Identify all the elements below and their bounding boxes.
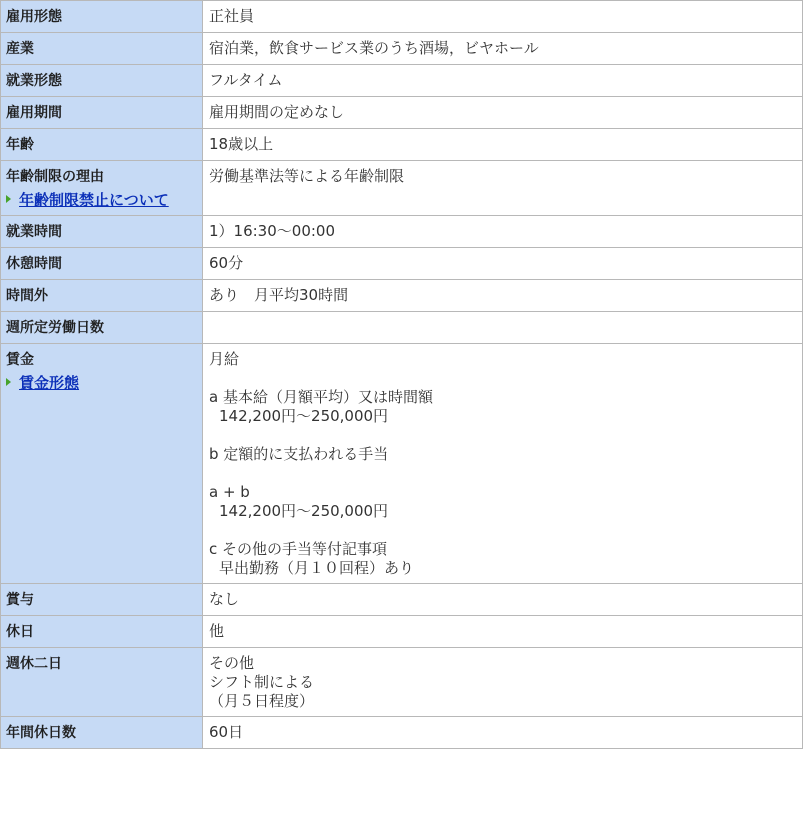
row-weekly-days xyxy=(1,312,803,344)
row-overtime xyxy=(1,280,803,312)
two-days-off-line: シフト制による xyxy=(209,673,315,691)
row-label: 雇用期間 xyxy=(1,97,203,129)
row-label-cell xyxy=(1,161,203,216)
two-days-off-line: その他 xyxy=(209,654,255,672)
row-working-hours xyxy=(1,216,803,248)
sum-amount: 142,200円〜250,000円 xyxy=(219,502,389,520)
row-value: 正社員 xyxy=(203,1,803,33)
row-label: 雇用形態 xyxy=(1,1,203,33)
triangle-bullet-icon xyxy=(6,378,11,386)
row-value: 60分 xyxy=(203,248,803,280)
row-work-style xyxy=(1,65,803,97)
row-label: 就業時間 xyxy=(1,216,203,248)
row-wage xyxy=(1,344,803,584)
row-break-time xyxy=(1,248,803,280)
row-value xyxy=(203,312,803,344)
row-value: 18歳以上 xyxy=(203,129,803,161)
row-value: なし xyxy=(203,584,803,616)
row-label: 就業形態 xyxy=(1,65,203,97)
base-pay-title: a 基本給（月額平均）又は時間額 xyxy=(209,388,433,406)
row-label: 週所定労働日数 xyxy=(1,312,203,344)
row-value: 宿泊業，飲食サービス業のうち酒場，ビヤホール xyxy=(203,33,803,65)
age-limit-prohibition-link[interactable]: 年齢制限禁止について xyxy=(19,191,169,209)
row-two-days-off xyxy=(1,648,803,717)
wage-type: 月給 xyxy=(209,350,240,368)
row-label: 年齢 xyxy=(1,129,203,161)
row-employment-type xyxy=(1,1,803,33)
row-industry xyxy=(1,33,803,65)
row-label: 週休二日 xyxy=(1,648,203,717)
row-holidays xyxy=(1,616,803,648)
row-label: 年齢制限の理由 xyxy=(6,169,104,185)
two-days-off-line: （月５日程度） xyxy=(209,692,315,710)
row-age xyxy=(1,129,803,161)
row-value: 労働基準法等による年齢制限 xyxy=(203,161,803,216)
two-days-off-detail xyxy=(203,648,803,717)
row-age-limit-reason xyxy=(1,161,803,216)
wage-type-link[interactable]: 賃金形態 xyxy=(19,374,80,392)
row-label: 賃金 xyxy=(6,352,34,368)
row-label: 産業 xyxy=(1,33,203,65)
row-annual-holidays xyxy=(1,717,803,749)
row-label: 賞与 xyxy=(1,584,203,616)
row-label-cell xyxy=(1,344,203,584)
row-employment-period xyxy=(1,97,803,129)
row-value: 1）16:30〜00:00 xyxy=(203,216,803,248)
wage-link-wrapper xyxy=(6,375,197,392)
row-label: 休憩時間 xyxy=(1,248,203,280)
wage-detail xyxy=(203,344,803,584)
other-allowance-detail: 早出勤務（月１０回程）あり xyxy=(219,559,415,577)
row-label: 年間休日数 xyxy=(1,717,203,749)
sum-title: a + b xyxy=(209,483,250,501)
base-pay-amount: 142,200円〜250,000円 xyxy=(219,407,389,425)
row-value: あり 月平均30時間 xyxy=(203,280,803,312)
other-allowance-title: c その他の手当等付記事項 xyxy=(209,540,388,558)
row-bonus xyxy=(1,584,803,616)
fixed-allowance-title: b 定額的に支払われる手当 xyxy=(209,445,389,463)
row-value: 雇用期間の定めなし xyxy=(203,97,803,129)
age-limit-link-wrapper xyxy=(6,192,197,209)
row-value: 60日 xyxy=(203,717,803,749)
row-label: 休日 xyxy=(1,616,203,648)
row-value: 他 xyxy=(203,616,803,648)
triangle-bullet-icon xyxy=(6,195,11,203)
row-value: フルタイム xyxy=(203,65,803,97)
row-label: 時間外 xyxy=(1,280,203,312)
